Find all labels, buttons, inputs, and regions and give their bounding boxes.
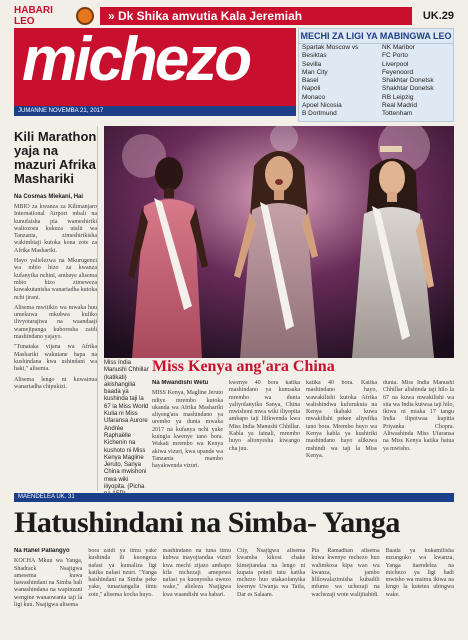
miss-kenya-headline[interactable]: Miss Kenya ang'ara China bbox=[152, 358, 335, 375]
story-column bbox=[311, 548, 379, 640]
section-logo: michezo bbox=[22, 25, 250, 94]
story-text: Baada ya kukamilisha mzunguko wa kwanza, Yanga itaendelea na michezo ya ligi hadi mwisho wa msimu ikiwa na lengo la kutetea ubingwa wake. bbox=[385, 548, 454, 598]
home-team: Basel bbox=[302, 77, 319, 85]
left-story bbox=[14, 126, 98, 491]
fixtures-table bbox=[299, 44, 453, 119]
fixtures-title: MECHI ZA LIGI YA MABINGWA LEO bbox=[299, 29, 453, 44]
paragraph: Alisema lengo ni kuwainua wanariadha chipukizi. bbox=[14, 376, 97, 390]
home-team: Sevilla bbox=[302, 60, 322, 68]
story-text: dunia. Miss India Manushi Chhillar alishinda taji hilo la 67 na kuwa mwakilishi wa sita wa India kutwaa taji hilo, ikiwa ni miaka 17 tangu India ilipotwaa kupitia Priyanka Chopra. Aliwashinda Miss Ufaransa na Miss Kenya katika hatua ya mwisho. bbox=[383, 380, 454, 452]
page-number: UK.29 bbox=[422, 10, 454, 22]
fixture-row bbox=[299, 110, 453, 118]
story-column bbox=[152, 380, 223, 492]
photo-caption: Miss India Manushi Chhillar (katikati) akishangilia baada ya kushinda taji la 67 la Miss World Kulia ni Miss Ufaransa Aurore Andrée Raphaëlle Kichenin na kushoto ni Miss Kenya Magline Jeruto, Sanya China mwishoni mwa wiki iliyopita. (Picha bbox=[104, 360, 149, 491]
story-text: MISS Kenya, Magline Jeruto ndiye mrembo kutoka ukanda wa Afrika Mashariki aliyeng'ara mashindano ya urembo ya dunia mwaka 2017 na kufanya nchi yake kuingia kwenye tano bora. Wakati mrembo wa Kenya akiwa vizuri, kwa upande wa Tanzania mambo hayakwenda vizuri. bbox=[152, 390, 223, 470]
date-bar: JUMANNE NOVEMBA 21, 2017 bbox=[14, 106, 296, 116]
home-team: Besiktas bbox=[302, 52, 327, 60]
home-team: Spartak Moscow vs bbox=[302, 44, 359, 51]
story-column bbox=[237, 548, 305, 640]
home-team: Man City bbox=[302, 68, 328, 76]
away-team: Liverpool bbox=[382, 60, 409, 68]
miss-story-byline: Na Mwandishi Wetu bbox=[152, 380, 209, 386]
fixtures-box bbox=[298, 28, 454, 122]
story-column bbox=[386, 548, 454, 640]
away-team: Shakhtar Donetsk bbox=[382, 85, 434, 93]
home-team: B Dortmund bbox=[302, 110, 337, 118]
story-text: kwenye 40 bora katika mashindano ya kumsaka mrembo wa dunia yaliyofanyika Sanya, China mwishoni mwa wiki iliyopita ambapo taji lilikwenda kwa Miss India Manushi Chhillar. Kabla ya fainali, mrembo huyo alionyesha kiwango cha juu. bbox=[229, 380, 300, 452]
main-headline[interactable]: Hatushindani na Simba- Yanga bbox=[14, 506, 400, 539]
home-team: Monaco bbox=[302, 93, 326, 101]
story-text: mashindano na tuna timu kubwa inayojiandaa vizuri kwa mechi zijazo ambapo kila mchezaji amepewa nafasi ya kuonyesha uwezo wake," alieleza Nsajigwa kwa waandishi wa habari. bbox=[162, 548, 231, 598]
football-icon bbox=[76, 7, 94, 25]
story-text: katika 40 bora. Katika mashindano hayo, wawakilishi kutoka Afrika walishindwa kufurukuta na Kenya ikabaki kuwa mwakilishi pekee aliyefika tano bora. Mrembo huyo wa Kenya kabla ya kushiriki mashindano hayo alikuwa mshindi wa taji la Miss Kenya. bbox=[306, 380, 377, 459]
paragraph: Hayo yalielezwa na Mkurugenzi wa mbio hizo za kwanza kufanyika nchini, ambaye alisema mbio hizo zimeweza kuwakutanisha wanariadha kutoka nchi jirani. bbox=[14, 258, 97, 301]
main-story bbox=[14, 548, 454, 640]
story-column bbox=[163, 548, 231, 640]
story-column bbox=[14, 548, 82, 640]
left-story-body bbox=[14, 204, 97, 391]
miss-world-photo bbox=[104, 126, 454, 358]
story-column bbox=[306, 380, 377, 492]
paragraph: Alisema mwitikio wa mwaka huu umekuwa mkubwa kuliko ilivyotarajiwa na waandaaji wamejipanga kuboresha zaidi mashindano yajayo. bbox=[14, 304, 97, 341]
pageant-winners-image bbox=[104, 126, 454, 358]
fixture-row bbox=[299, 69, 453, 77]
paragraph: "Tunataka vijana wa Afrika Mashariki wakutane hapa na kushindana kwa ushindani wa haki," alisema. bbox=[14, 344, 97, 373]
fixture-row bbox=[299, 44, 453, 52]
story-column bbox=[88, 548, 156, 640]
top-bar bbox=[14, 6, 454, 26]
fixture-row bbox=[299, 102, 453, 110]
away-team: Shakhtar Donetsk bbox=[382, 77, 434, 85]
away-team: RB Leipzig bbox=[382, 93, 414, 101]
home-team: Apoel Nicosia bbox=[302, 102, 342, 110]
away-team: NK Maribor bbox=[382, 44, 415, 51]
fixture-row bbox=[299, 52, 453, 60]
paragraph: MBIO za kwanza za Kilimanjaro International Airport mbali na kunufaisha pia wameshiriki waliozoea kukuza utalii wa Tanzania, zimeshirikisha wakimbiaji kutoka kona zote za Afrika Mashariki. bbox=[14, 204, 97, 254]
story-column bbox=[229, 380, 300, 492]
brand-logo: HABARI LEO bbox=[14, 5, 53, 27]
story-column bbox=[383, 380, 454, 492]
fixture-row bbox=[299, 77, 453, 85]
story-text: KOCHA Mkuu wa Yanga, Shadrack Nsajigwa amesema kuwa hawashindani na Simba bali wanashindana na wapinzani wengine wanaowania taji la ligi kuu. Nsajigwa alisema bbox=[14, 558, 83, 609]
away-team: Real Madrid bbox=[382, 102, 418, 110]
away-team: Feyenoord bbox=[382, 68, 414, 76]
story-text: City, Nsajigwa alisema kwamba kikosi chake kimejiandaa na lengo ni kupata pointi tatu katika mchezo huo utakaofanyika kwenye Uwanja wa Taifa, Dar es Salaam. bbox=[236, 548, 306, 598]
story-text: Pia Ramadhan alisema kuwa kwenye mchezo huo walimkosa kipa wao wa kwanza, jambo lililowalazimisha kubadili mfumo wa uchezaji na wachezaji wote walijitahidi. bbox=[311, 548, 380, 598]
continuation-bar: MAENDELEA UK. 31 bbox=[14, 493, 454, 502]
fixture-row bbox=[299, 94, 453, 102]
left-story-byline: Na Cosmas Mlekani, Hai bbox=[14, 194, 84, 200]
left-story-headline[interactable]: Kili Marathon yaja na mazuri Afrika Mashariki bbox=[14, 129, 97, 186]
teaser-headline[interactable]: » Dk Shika amvutia Kala Jeremiah bbox=[100, 7, 412, 25]
fixture-row bbox=[299, 85, 453, 93]
home-team: Napoli bbox=[302, 85, 321, 93]
masthead bbox=[14, 25, 296, 106]
story-text: bora zaidi ya timu yake kushinda ili kuongeza nafasi ya kumaliza ligi katika nafasi nzuri. "Yanga haishindani na Simba peke yake, tunaziangalia timu zote," alisema kocha huyo. bbox=[88, 548, 157, 598]
away-team: Tottenham bbox=[382, 110, 413, 118]
main-story-byline: Na Rahel Pallangyo bbox=[14, 548, 70, 554]
miss-kenya-story bbox=[152, 380, 454, 492]
fixture-row bbox=[299, 61, 453, 69]
away-team: FC Porto bbox=[382, 52, 409, 60]
